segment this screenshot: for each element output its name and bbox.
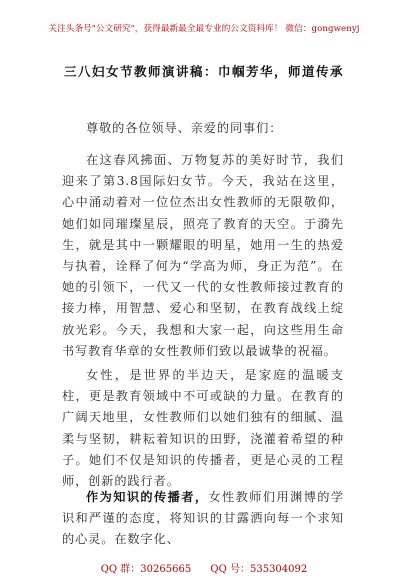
paragraph-2: 女性，是世界的半边天，是家庭的温暖支柱，更是教育领域中不可或缺的力量。在教育的广阔天地里，女性教师们以她们独有的细腻、温柔与坚韧，耕耘着知识的田野，浇灌着希望的种子。她们不仅是知识的传播者，更是心灵的工程师，创新的践行者。	[62, 368, 344, 489]
paragraph-3	[62, 487, 344, 551]
contact-footer	[0, 560, 408, 580]
document-title: 三八妇女节教师演讲稿：巾帼芳华，师道传承	[63, 64, 344, 79]
qq-group-text: QQ 群：30265665	[100, 564, 192, 575]
paragraph-3-lead: 作为知识的传播者，	[86, 490, 209, 504]
promo-banner: 关注头条号"公文研究"，获得最新最全最专业的公文资料库！ 微信：gongwenyj	[48, 24, 360, 34]
paragraph-3-text: 女性教师们用渊博的学识和严谨的态度，将知识的甘露洒向每一个求知的心灵。在数字化、	[62, 490, 344, 547]
qq-number-text: QQ 号：535304092	[210, 564, 308, 575]
salutation: 尊敬的各位领导、亲爱的同事们：	[86, 121, 283, 135]
paragraph-1: 在这春风拂面、万物复苏的美好时节，我们迎来了第3.8国际妇女节。今天，我站在这里，心中涌动着对一位位杰出女性教师的无限敬仰，她们如同璀璨星辰，照亮了教育的天空。于漪先生，就是其中一颗耀眼的明星，她用一生的热爱与执着，诠释了何为“学高为师，身正为范”。在她的引领下，一代又一代的女性教师接过教育的接力棒，用智慧、爱心和坚韧，在教育战线上绽放光彩。今天，我想和大家一起，向这些用生命书写教育华章的女性教师们致以最诚挚的祝福。	[62, 153, 344, 358]
